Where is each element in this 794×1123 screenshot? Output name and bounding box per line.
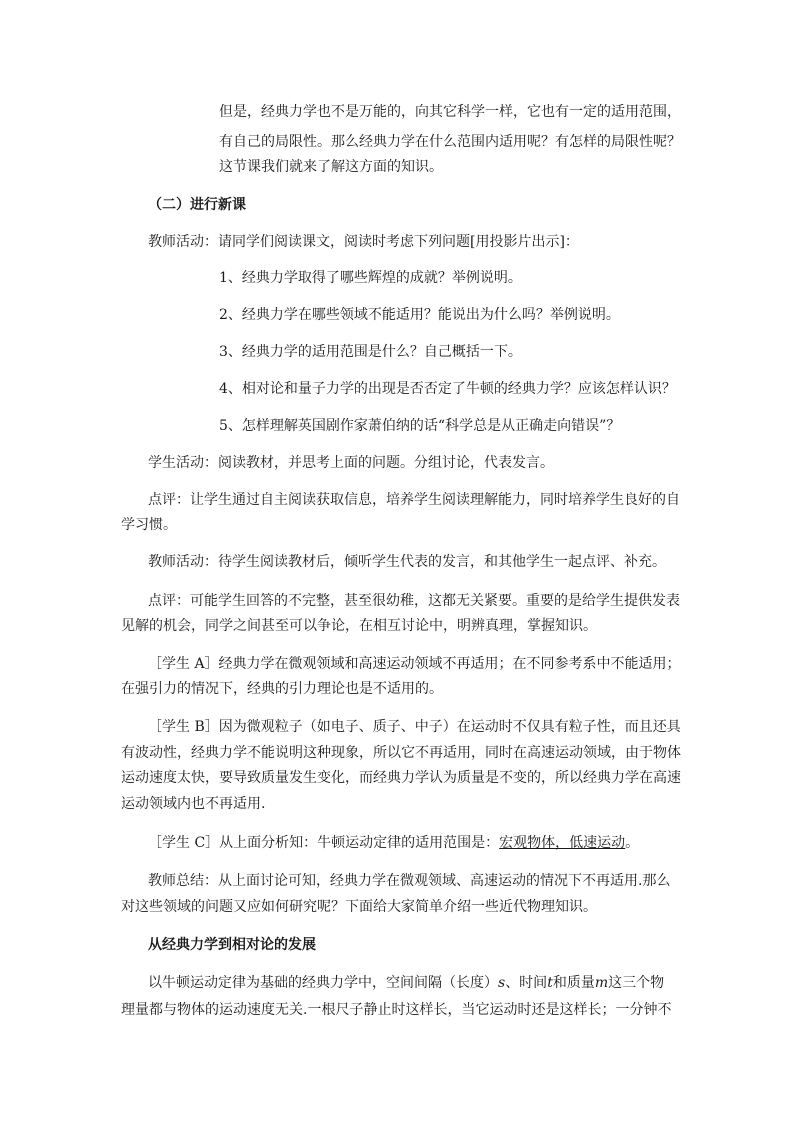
symbol-m: m (594, 975, 609, 991)
student-b-line-3: 运动速度太快，要导致质量发生变化，而经典力学认为质量是不变的，所以经典力学在高速 (121, 770, 681, 786)
relativity-text-b: 、时间 (505, 975, 548, 991)
teacher-activity-1: 教师活动：请同学们阅读课文，阅读时考虑下列问题[用投影片出示]： (148, 234, 579, 250)
student-activity: 学生活动：阅读教材，并思考上面的问题。分组讨论，代表发言。 (148, 455, 554, 471)
student-b-line-4: 运动领域内也不再适用. (121, 796, 266, 812)
relativity-line-2: 理量都与物体的运动速度无关.一根尺子静止时这样长，当它运动时还是这样长；一分钟不 (121, 1002, 672, 1018)
relativity-line-1 (148, 973, 664, 993)
question-1: 1、经典力学取得了哪些辉煌的成就？举例说明。 (219, 270, 522, 286)
relativity-text-c: 和质量 (552, 975, 595, 991)
intro-line-1: 但是，经典力学也不是万能的，向其它科学一样，它也有一定的适用范围， (219, 104, 681, 120)
teacher-summary-line-1: 教师总结：从上面讨论可知，经典力学在微观领域、高速运动的情况下不再适用.那么 (148, 873, 671, 889)
student-c-underlined: 宏观物体，低速运动 (499, 835, 626, 851)
question-2: 2、经典力学在哪些领域不能适用？能说出为什么吗？举例说明。 (219, 307, 620, 323)
question-3: 3、经典力学的适用范围是什么？自己概括一下。 (219, 344, 522, 360)
student-a-line-1: ［学生 A］经典力学在微观领域和高速运动领域不再适用；在不同参考系中不能适用； (148, 656, 681, 672)
question-4: 4、相对论和量子力学的出现是否否定了牛顿的经典力学？应该怎样认识？ (219, 381, 676, 397)
comment-2-line-1: 点评：可能学生回答的不完整，甚至很幼稚，这都无关紧要。重要的是给学生提供发表 (148, 593, 680, 609)
student-b-line-2: 有波动性，经典力学不能说明这种现象，所以它不再适用，同时在高速运动领域，由于物体 (121, 745, 681, 761)
teacher-summary-line-2: 对这些领域的问题又应如何研究呢？下面给大家简单介绍一些近代物理知识。 (121, 899, 597, 915)
comment-2-line-2: 见解的机会，同学之间甚至可以争论，在相互讨论中，明辨真理，掌握知识。 (121, 618, 597, 634)
section-heading: （二）进行新课 (148, 197, 246, 213)
comment-1-line-2: 学习惯。 (121, 517, 177, 533)
student-c-suffix: 。 (625, 835, 640, 851)
symbol-t: t (547, 975, 553, 991)
question-5: 5、怎样理解英国剧作家萧伯纳的话“科学总是从正确走向错误”？ (219, 418, 621, 434)
intro-line-3: 这节课我们就来了解这方面的知识。 (219, 159, 443, 175)
student-b-line-1: ［学生 B］因为微观粒子（如电子、质子、中子）在运动时不仅具有粒子性，而且还具 (148, 719, 681, 735)
relativity-heading: 从经典力学到相对论的发展 (148, 937, 316, 953)
intro-line-2: 有自己的局限性。那么经典力学在什么范围内适用呢？有怎样的局限性呢？ (219, 134, 681, 150)
relativity-text-d: 这三个物 (608, 975, 665, 991)
student-c (148, 833, 639, 853)
student-c-prefix: ［学生 C］从上面分析知：牛顿运动定律的适用范围是： (148, 835, 500, 851)
symbol-s: s (498, 975, 506, 991)
student-a-line-2: 在强引力的情况下，经典的引力理论也是不适用的。 (121, 681, 443, 697)
teacher-activity-2: 教师活动：待学生阅读教材后，倾听学生代表的发言，和其他学生一起点评、补充。 (148, 554, 666, 570)
comment-1-line-1: 点评：让学生通过自主阅读获取信息，培养学生阅读理解能力，同时培养学生良好的自 (148, 492, 680, 508)
relativity-text-a: 以牛顿运动定律为基础的经典力学中，空间间隔（长度） (148, 975, 498, 991)
